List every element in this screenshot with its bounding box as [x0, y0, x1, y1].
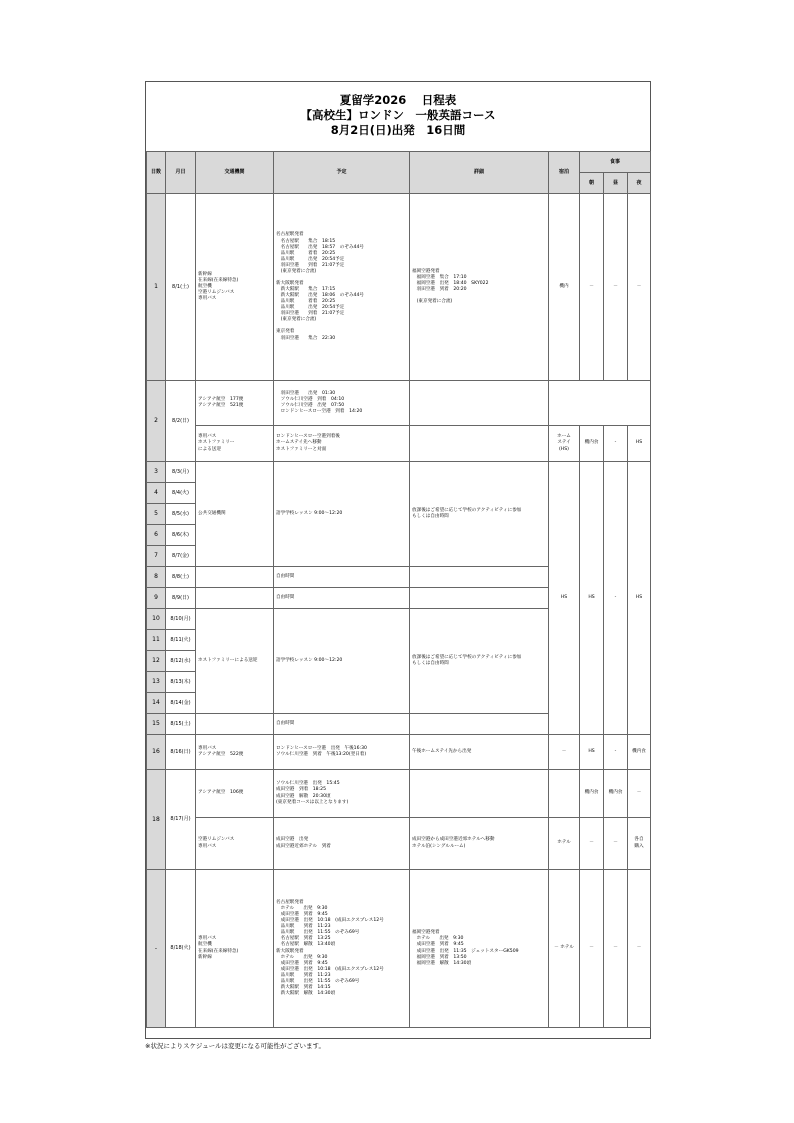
plan-cell: 名古屋駅発着 ホテル 出発 9:30 成田空港 到着 9:45 成田空港 出発 10:18 (成田エクスプレス12号 品川駅 到着 11:23 品川駅 出発 11:55 のぞみ69号 名古屋駅 到着 13:25 名古屋駅 解散 13:40頃 新大阪駅発着 ホテル 出発 9:30 成田空港 到着 9:45 成田空港 出発 10:18 (成田エクスプレス12号 品川駅 到着 11:23 品川駅 出発 11:55 のぞみ69号 新大阪駅 到着 14:15 新大阪駅 解散 14:30頃 — [274, 870, 410, 1028]
details-cell: 成田空港から成田空港近郊ホテルへ移動 ホテル泊(シングルルーム) — [410, 818, 549, 870]
plan-cell: 語学学校レッスン 9:00～12:20 — [274, 609, 410, 714]
details-cell: 福岡空港発着 福岡空港 集合 17:10 福岡空港 出発 18:40 SKY022 羽田空港 到着 20:20 (東京発着に合流) — [410, 194, 549, 381]
transport-cell — [196, 588, 274, 609]
details-cell: 放課後はご希望に応じて学校のアクティビティに参加 もしくは自由時間 — [410, 462, 549, 567]
date-cell: 8/11(火) — [166, 630, 196, 651]
plan-cell: 羽田空港 出発 01:30 ソウル仁川空港 到着 04:10 ソウル仁川空港 出発 07:50 ロンドンヒースロー空港 到着 14:20 — [274, 381, 410, 426]
transport-cell — [196, 567, 274, 588]
header-day: 日数 — [147, 152, 166, 194]
header-details: 詳細 — [410, 152, 549, 194]
header-plan: 予定 — [274, 152, 410, 194]
header-meals: 食事 — [580, 152, 651, 173]
plan-cell: 自由時間 — [274, 714, 410, 735]
title-line-2: 【高校生】ロンドン 一般英語コース — [300, 108, 496, 122]
table-row — [147, 381, 651, 426]
lodging-cell: 機内 — [549, 194, 580, 381]
header-date: 月日 — [166, 152, 196, 194]
plan-cell: 自由時間 — [274, 567, 410, 588]
day-number: 6 — [147, 525, 166, 546]
transport-cell: アシアナ航空 106便 — [196, 770, 274, 818]
date-cell: 8/5(水) — [166, 504, 196, 525]
transport-cell: 専用バス 航空機 在来線(在来線特急) 新幹線 — [196, 870, 274, 1028]
lodging-cell — [549, 870, 580, 1028]
breakfast-cell: HS — [580, 462, 604, 735]
day-number: 2 — [147, 381, 166, 462]
schedule-table — [146, 151, 651, 1028]
lunch-cell: － — [604, 194, 628, 381]
day-number: 5 — [147, 504, 166, 525]
dinner-cell: － — [628, 770, 651, 818]
header-lunch: 昼 — [604, 173, 628, 194]
day-number: 3 — [147, 462, 166, 483]
day-number: 9 — [147, 588, 166, 609]
lodging-cell: ホーム ステイ (HS) — [549, 426, 580, 462]
day-number: 15 — [147, 714, 166, 735]
plan-cell: 名古屋駅発着 名古屋駅 集合 18:15 名古屋駅 出発 18:57 のぞみ44号 品川駅 着着 20:25 品川駅 出発 20:54予定 羽田空港 到着 21:07予定 (東京発着に合流) 新大阪駅発着 新大阪駅 集合 17:15 新大阪駅 出発 18:06 のぞみ44号 品川駅 着着 20:25 品川駅 出発 20:54予定 羽田空港 到着 21:07予定 (東京発着に合流) 東京発着 羽田空港 集合 22:30 — [274, 194, 410, 381]
details-cell — [410, 381, 549, 426]
lunch-cell: - — [604, 462, 628, 735]
date-cell: 8/2(日) — [166, 381, 196, 462]
dinner-cell: － — [628, 870, 651, 1028]
date-cell: 8/15(土) — [166, 714, 196, 735]
plan-cell: ロンドンヒースロー空港 出発 午後16:30 ソウル仁川空港 到着 午後13:20(翌日着) — [274, 735, 410, 770]
table-row — [147, 870, 651, 1028]
lodging-cell: ホテル — [549, 818, 580, 870]
header-dinner: 夜 — [628, 173, 651, 194]
day-number: 14 — [147, 693, 166, 714]
lunch-cell: - — [604, 426, 628, 462]
day-number: - — [147, 870, 166, 1028]
table-row — [147, 770, 651, 818]
title-line-3: 8月2日(日)出発 16日間 — [330, 123, 466, 137]
table-row — [147, 426, 651, 462]
lunch-cell: － — [604, 818, 628, 870]
breakfast-cell: － — [580, 194, 604, 381]
schedule-document — [145, 81, 651, 1039]
date-cell: 8/1(土) — [166, 194, 196, 381]
day-number: 8 — [147, 567, 166, 588]
day-number: 4 — [147, 483, 166, 504]
transport-cell: 新幹線 在来線(在来線特急) 航空機 空港リムジンバス 専用バス — [196, 194, 274, 381]
plan-cell: 自由時間 — [274, 588, 410, 609]
day-number: 11 — [147, 630, 166, 651]
transport-cell — [196, 714, 274, 735]
breakfast-cell: 機内食 — [580, 770, 604, 818]
details-cell: 福岡空港発着 ホテル 出発 9:30 成田空港 到着 9:45 成田空港 出発 11:35 ジェットスターGK509 福岡空港 到着 13:50 福岡空港 解散 14:30頃 — [410, 870, 549, 1028]
lodging-text: ホテル — [560, 945, 574, 951]
empty-cell — [549, 381, 651, 426]
details-cell: 放課後はご希望に応じて学校のアクティビティに参加 もしくは自由時間 — [410, 609, 549, 714]
details-cell — [410, 567, 549, 588]
day-number: 10 — [147, 609, 166, 630]
details-cell — [410, 588, 549, 609]
date-cell: 8/17(月) — [166, 770, 196, 870]
details-cell — [410, 770, 549, 818]
breakfast-cell: － — [580, 818, 604, 870]
date-cell: 8/12(水) — [166, 651, 196, 672]
dinner-cell: HS — [628, 462, 651, 735]
lodging-cell: － — [549, 735, 580, 770]
date-cell: 8/8(土) — [166, 567, 196, 588]
header-lodging: 宿泊 — [549, 152, 580, 194]
date-cell: 8/18(火) — [166, 870, 196, 1028]
details-cell — [410, 426, 549, 462]
table-row — [147, 735, 651, 770]
date-cell: 8/13(木) — [166, 672, 196, 693]
date-cell: 8/10(月) — [166, 609, 196, 630]
breakfast-cell: HS — [580, 735, 604, 770]
table-row — [147, 194, 651, 381]
transport-cell: 公共交通機関 — [196, 462, 274, 567]
plan-cell: 語学学校レッスン 9:00～12:20 — [274, 462, 410, 567]
date-cell: 8/6(木) — [166, 525, 196, 546]
date-cell: 8/9(日) — [166, 588, 196, 609]
dinner-cell: HS — [628, 426, 651, 462]
transport-cell: アシアナ航空 177便 アシアナ航空 521便 — [196, 381, 274, 426]
date-cell: 8/4(火) — [166, 483, 196, 504]
details-cell: 午後ホームステイ先から出発 — [410, 735, 549, 770]
transport-cell: 専用バス ホストファミリー による送迎 — [196, 426, 274, 462]
lodging-cell — [549, 770, 580, 818]
lunch-cell: 機内食 — [604, 770, 628, 818]
footnote: ※状況によりスケジュールは変更になる可能性がございます。 — [145, 1042, 326, 1050]
dinner-cell: － — [628, 194, 651, 381]
lunch-cell: - — [604, 735, 628, 770]
day-number: 16 — [147, 735, 166, 770]
header-breakfast: 朝 — [580, 173, 604, 194]
plan-cell: ソウル仁川空港 出発 15:45 成田空港 到着 18:25 成田空港 解散 20:30頃 (東京発着コースは以上となります) — [274, 770, 410, 818]
title-block — [146, 82, 650, 152]
dinner-cell: 機内食 — [628, 735, 651, 770]
transport-cell: 専用バス アシアナ航空 522便 — [196, 735, 274, 770]
table-row — [147, 818, 651, 870]
date-cell: 8/3(月) — [166, 462, 196, 483]
dinner-cell: 各自 購入 — [628, 818, 651, 870]
date-cell: 8/7(金) — [166, 546, 196, 567]
plan-cell: ロンドンヒースロー空港到着後 ホームステイ先へ移動 ホストファミリーと対面 — [274, 426, 410, 462]
date-cell: 8/16(日) — [166, 735, 196, 770]
transport-cell: 空港リムジンバス 専用バス — [196, 818, 274, 870]
date-cell: 8/14(金) — [166, 693, 196, 714]
day-number: 13 — [147, 672, 166, 693]
header-transport: 交通機関 — [196, 152, 274, 194]
day-number: 7 — [147, 546, 166, 567]
extra-dash: － — [554, 945, 559, 951]
breakfast-cell: － — [580, 870, 604, 1028]
title-line-1: 夏留学2026 日程表 — [339, 93, 457, 107]
details-cell — [410, 714, 549, 735]
breakfast-cell: 機内食 — [580, 426, 604, 462]
lunch-cell: － — [604, 870, 628, 1028]
table-row — [147, 462, 651, 483]
day-number: 12 — [147, 651, 166, 672]
day-number: 1 — [147, 194, 166, 381]
day-number: 18 — [147, 770, 166, 870]
lodging-cell: HS — [549, 462, 580, 735]
plan-cell: 成田空港 出発 成田空港近郊ホテル 到着 — [274, 818, 410, 870]
transport-cell: ホストファミリーによる送迎 — [196, 609, 274, 714]
